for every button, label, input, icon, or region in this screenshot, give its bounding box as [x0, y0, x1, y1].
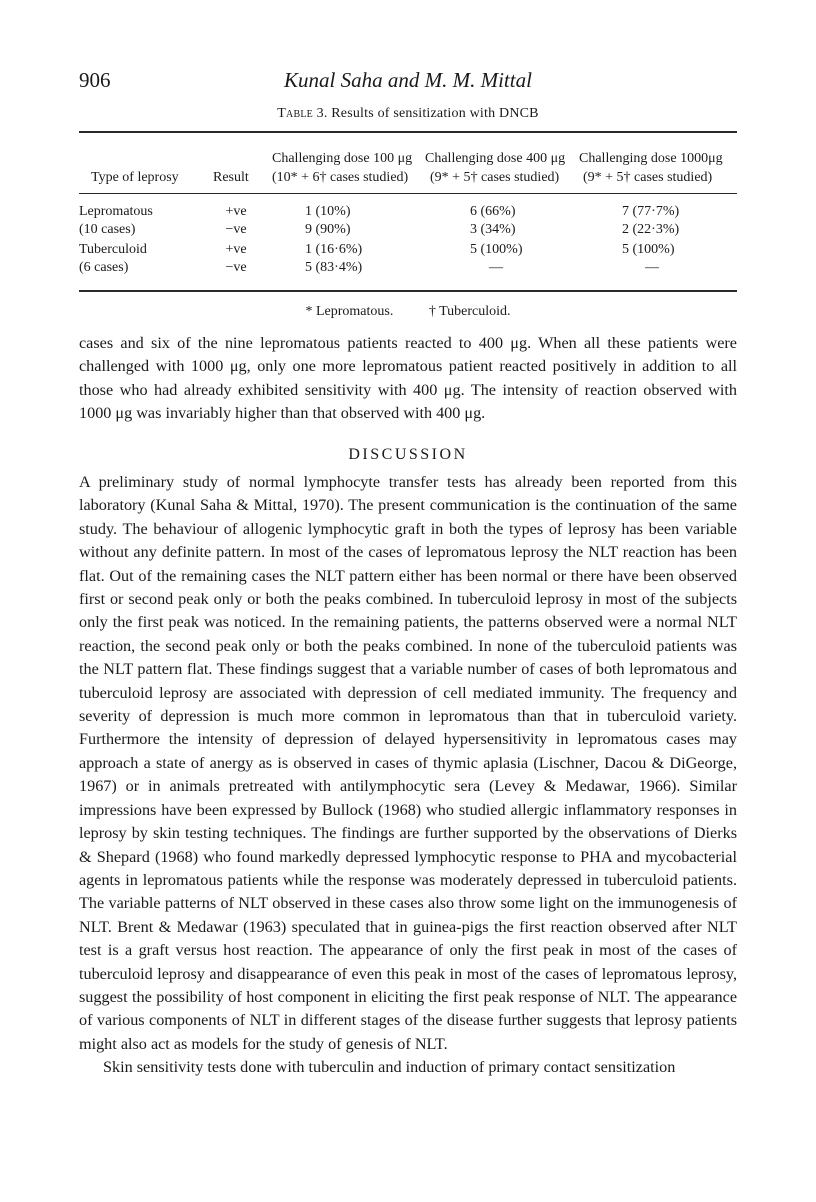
table-caption	[0, 106, 816, 122]
column-header-type: Type of leprosy	[91, 170, 179, 185]
column-header-1000-line1: Challenging dose 1000μg	[579, 151, 723, 166]
cell-type: Lepromatous	[79, 204, 153, 219]
table-caption-text: Results of sensitization with DNCB	[331, 106, 539, 121]
table-header-rule	[79, 193, 737, 194]
discussion-paragraph-next: Skin sensitivity tests done with tuberculin and induction of primary contact sensitization	[103, 1058, 676, 1077]
cell-dose-100: 1 (16·6%)	[305, 242, 363, 257]
running-title: Kunal Saha and M. M. Mittal	[284, 68, 532, 92]
section-heading: DISCUSSION	[348, 446, 468, 463]
table-footnotes	[0, 304, 816, 320]
discussion-paragraph: A preliminary study of normal lymphocyte transfer tests has already been reported from this laboratory (Kunal Saha & Mittal, 1970). The present communication is the continuation of the same study. The behaviour of allogenic lymphocytic graft in both the types of leprosy has been variable without any definite pattern. In most of the cases of lepromatous leprosy the NLT reaction has been flat. Out of the remaining cases the NLT pattern either has been normal or there have been observed first or second peak only or both the peaks combined. In tuberculoid leprosy in most of the subjects only the first peak was noticed. In the remaining patients, the patterns observed were a normal NLT reaction, the second peak only or both the peaks combined. In none of the tuberculoid patients was the NLT pattern flat. These findings suggest that a variable number of cases of both lepromatous and tuberculoid leprosy are associated with depression of cell mediated immunity. The frequency and severity of depression is much more common in lepromatous than that in tuberculoid variety. Furthermore the intensity of depression of delayed hypersensitivity in lepromatous cases may approach a state of anergy as is observed in cases of thymic aplasia (Lischner, Dacou & DiGeorge, 1967) or in animals pretreated with antilymphocytic sera (Levey & Medawar, 1966). Similar impressions have been expressed by Bullock (1968) who studied allergic inflammatory responses in leprosy by skin testing techniques. The findings are further supported by the observations of Dierks & Shepard (1968) who found markedly depressed lymphocytic response to PHA and mycobacterial agents in lepromatous patients while the response was moderately depressed in tuberculoid patients. The variable patterns of NLT observed in these cases also throw some light on the immunogenesis of NLT. Brent & Medawar (1963) speculated that in guinea-pigs the first reaction observed after NLT test is a graft versus host reaction. The appearance of only the first peak in most of the cases of tuberculoid leprosy and disappearance of even this peak in most of the cases of lepromatous leprosy, suggest the possibility of host component in eliciting the first peak response of NLT. The appearance of various components of NLT in different stages of the disease further suggests that leprosy patients might also act as models for the study of genesis of NLT.	[79, 473, 737, 1053]
cell-dose-100: 9 (90%)	[305, 222, 351, 237]
results-paragraph	[79, 332, 737, 426]
footnote-tuberculoid: † Tuberculoid.	[428, 304, 511, 319]
cell-dose-400: 6 (66%)	[470, 204, 516, 219]
cell-dose-1000: 7 (77·7%)	[622, 204, 680, 219]
page-number: 906	[79, 68, 111, 92]
cell-dose-400: 5 (100%)	[470, 242, 523, 257]
column-header-100-line2: (10* + 6† cases studied)	[272, 170, 409, 185]
footnote-lepromatous: * Lepromatous.	[305, 304, 394, 319]
table-caption-label: Table 3.	[277, 106, 328, 121]
cell-result: −ve	[225, 222, 247, 237]
cell-dose-400: —	[489, 260, 503, 275]
cell-dose-400: 3 (34%)	[470, 222, 516, 237]
cell-dose-1000: 5 (100%)	[622, 242, 675, 257]
cell-dose-100: 5 (83·4%)	[305, 260, 363, 275]
column-header-400-line2: (9* + 5† cases studied)	[430, 170, 560, 185]
cell-type: (10 cases)	[79, 222, 136, 237]
cell-dose-100: 1 (10%)	[305, 204, 351, 219]
table-top-rule	[79, 131, 737, 133]
column-header-100-line1: Challenging dose 100 μg	[272, 151, 413, 166]
cell-result: +ve	[225, 204, 247, 219]
paragraph-text: cases and six of the nine lepromatous patients reacted to 400 μg. When all these patients were challenged with 1000 μg, only one more lepromatous patient reacted positively in addition to all those who had already exhibited sensitivity with 400 μg. The intensity of reaction observed with 1000 μg was invariably higher than that observed with 400 μg.	[79, 334, 737, 423]
cell-type: Tuberculoid	[79, 242, 147, 257]
column-header-400-line1: Challenging dose 400 μg	[425, 151, 566, 166]
column-header-1000-line2: (9* + 5† cases studied)	[583, 170, 713, 185]
cell-result: −ve	[225, 260, 247, 275]
table-bottom-rule	[79, 290, 737, 292]
cell-dose-1000: —	[645, 260, 659, 275]
discussion-body	[79, 471, 737, 1080]
cell-dose-1000: 2 (22·3%)	[622, 222, 680, 237]
cell-result: +ve	[225, 242, 247, 257]
cell-type: (6 cases)	[79, 260, 129, 275]
column-header-result: Result	[213, 170, 249, 185]
